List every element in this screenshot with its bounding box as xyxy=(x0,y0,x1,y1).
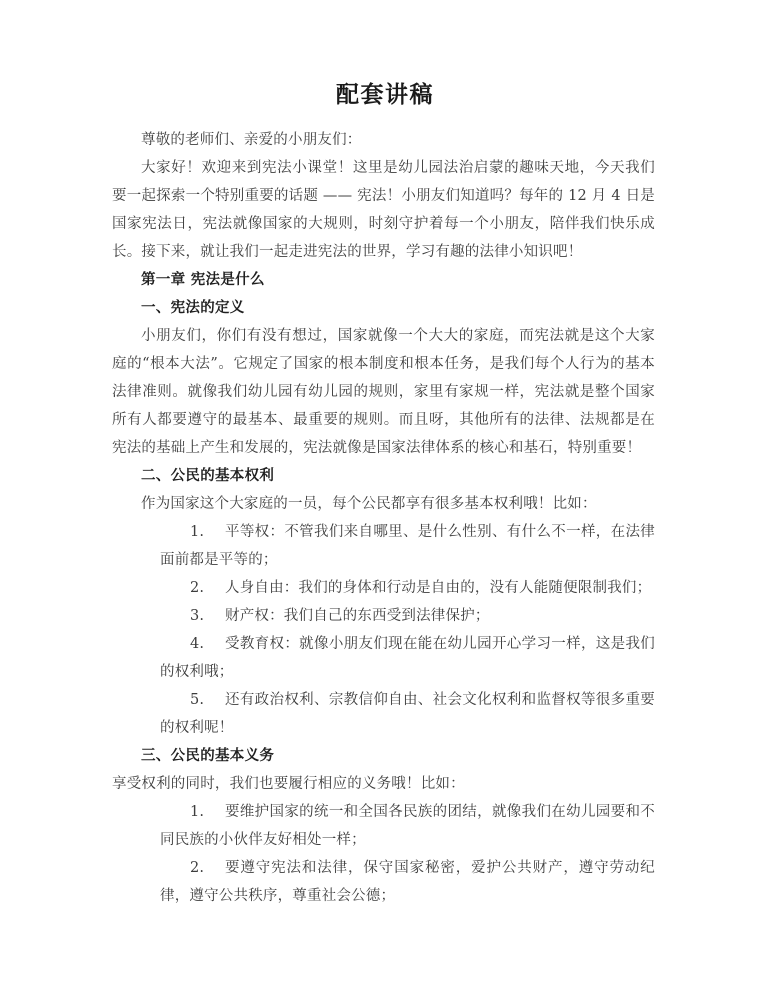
list-marker: 2. xyxy=(190,580,205,596)
section-heading-duties: 三、公民的基本义务 xyxy=(141,747,275,764)
list-item-text: 还有政治权利、宗教信仰自由、社会文化权利和监督权等很多重要的权利呢！ xyxy=(160,692,655,736)
list-marker: 4. xyxy=(190,636,205,652)
list-item-text: 要遵守宪法和法律，保守国家秘密，爱护公共财产，遵守劳动纪律，遵守公共秩序，尊重社会公德； xyxy=(160,860,655,904)
list-marker: 2. xyxy=(190,860,205,876)
list-item xyxy=(112,602,655,630)
list-item xyxy=(112,630,655,686)
list-item xyxy=(112,686,655,742)
list-marker: 1. xyxy=(190,524,205,540)
document-body xyxy=(0,126,770,910)
list-item-text: 受教育权：就像小朋友们现在能在幼儿园开心学习一样，这是我们的权利哦； xyxy=(160,636,655,680)
list-marker: 1. xyxy=(190,804,205,820)
section-body-definition: 小朋友们，你们有没有想过，国家就像一个大大的家庭，而宪法就是这个大家庭的“根本大法”。它规定了国家的根本制度和根本任务，是我们每个人行为的基本法律准则。就像我们幼儿园有幼儿园的规则，家里有家规一样，宪法就是整个国家所有人都要遵守的最基本、最重要的规则。而且呀，其他所有的法律、法规都是在宪法的基础上产生和发展的，宪法就像是国家法律体系的核心和基石，特别重要！ xyxy=(112,328,655,456)
section-heading-definition: 一、宪法的定义 xyxy=(141,299,245,316)
list-item xyxy=(112,854,655,910)
list-marker: 3. xyxy=(190,608,205,624)
section-intro-duties: 享受权利的同时，我们也要履行相应的义务哦！比如： xyxy=(112,776,465,792)
salutation-paragraph: 尊敬的老师们、亲爱的小朋友们： xyxy=(141,132,362,148)
list-marker: 5. xyxy=(190,692,205,708)
list-item xyxy=(112,798,655,854)
chapter-heading: 第一章 宪法是什么 xyxy=(141,271,265,288)
list-item-text: 要维护国家的统一和全国各民族的团结，就像我们在幼儿园要和不同民族的小伙伴友好相处一样； xyxy=(160,804,655,848)
list-item-text: 人身自由：我们的身体和行动是自由的，没有人能随便限制我们； xyxy=(225,580,652,596)
intro-paragraph: 大家好！欢迎来到宪法小课堂！这里是幼儿园法治启蒙的趣味天地，今天我们要一起探索一个特别重要的话题 —— 宪法！小朋友们知道吗？每年的 12 月 4 日是国家宪法日，宪法就像国家的大规则，时刻守护着每一个小朋友，陪伴我们快乐成长。接下来，就让我们一起走进宪法的世界，学习有趣的法律小知识吧！ xyxy=(112,160,655,260)
section-intro-rights: 作为国家这个大家庭的一员，每个公民都享有很多基本权利哦！比如： xyxy=(141,496,597,512)
list-item-text: 财产权：我们自己的东西受到法律保护； xyxy=(225,608,490,624)
list-item xyxy=(112,518,655,574)
rights-list xyxy=(112,518,655,742)
list-item xyxy=(112,574,655,602)
section-heading-rights: 二、公民的基本权利 xyxy=(141,467,275,484)
page-title: 配套讲稿 xyxy=(336,81,434,108)
list-item-text: 平等权：不管我们来自哪里、是什么性别、有什么不一样，在法律面前都是平等的； xyxy=(160,524,655,568)
duties-list xyxy=(112,798,655,910)
